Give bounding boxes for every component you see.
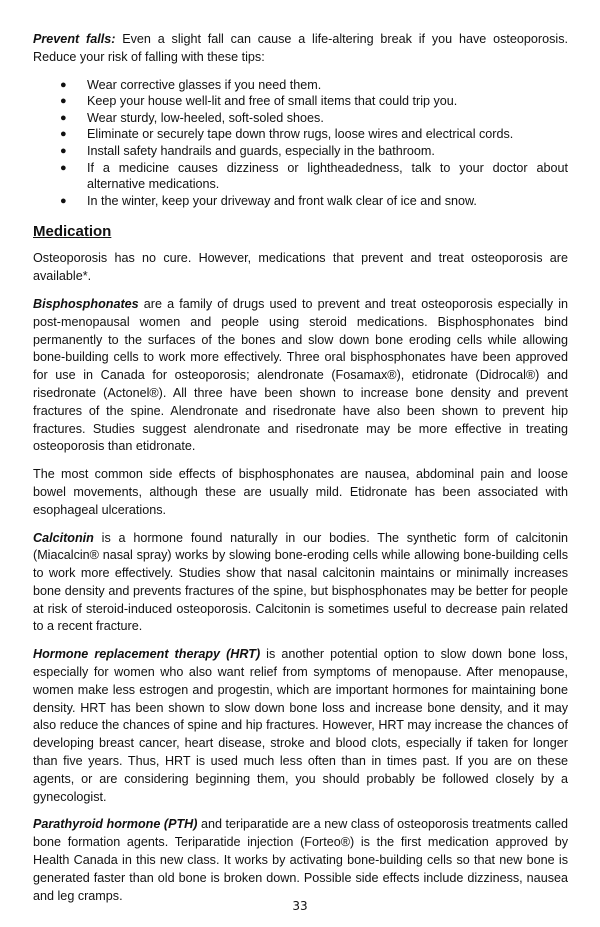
pth-lead: Parathyroid hormone (PTH) bbox=[33, 817, 198, 832]
prevent-falls-text: Even a slight fall can cause a life-altering break if you have osteoporosis. Reduce your risk of falling with these tips: bbox=[33, 32, 568, 64]
prevent-falls-paragraph bbox=[33, 31, 568, 67]
bullet-icon: ● bbox=[60, 194, 67, 207]
calcitonin-paragraph bbox=[33, 530, 568, 637]
list-item-text: In the winter, keep your driveway and front walk clear of ice and snow. bbox=[87, 193, 477, 208]
hrt-text: is another potential option to slow down bone loss, especially for women who also want relief from symptoms of menopause. After menopause, women make less estrogen and progestin, which are important hormones for maintaining bone density. HRT has been shown to slow down bone loss and increase bone density, and it may also reduce the chances of spine and hip fractures. However, HRT may increase the chances of developing breast cancer, heart disease, stroke and blood clots, especially if taken for longer than five years. Thus, HRT is used much less often than in times past. If you are on these agents, or are considering beginning them, you should probably be followed closely by a gynecologist. bbox=[33, 647, 568, 804]
bullet-icon: ● bbox=[60, 144, 67, 157]
document-page bbox=[33, 31, 568, 915]
page-number: 33 bbox=[292, 899, 308, 913]
list-item-text: Wear corrective glasses if you need them. bbox=[87, 77, 322, 92]
list-item-text: Wear sturdy, low-heeled, soft-soled shoes. bbox=[87, 110, 324, 125]
bullet-icon: ● bbox=[60, 111, 67, 124]
list-item bbox=[33, 93, 568, 110]
hrt-paragraph bbox=[33, 646, 568, 806]
calcitonin-lead: Calcitonin bbox=[33, 530, 94, 545]
bullet-icon: ● bbox=[60, 128, 67, 141]
list-item-text: Install safety handrails and guards, especially in the bathroom. bbox=[87, 143, 435, 158]
pth-paragraph bbox=[33, 816, 568, 905]
list-item bbox=[33, 77, 568, 94]
calcitonin-text: is a hormone found naturally in our bodies. The synthetic form of calcitonin (Miacalcin® nasal spray) works by slowing bone-eroding cells while allowing bone-building cells to work more effectively. Studies show that nasal calcitonin maintains or minimally increases bone density and prevents fractures of the spine, but bisphosphonates may be better for people at risk of steroid-induced osteoporosis. Calcitonin is sometimes useful to decrease pain related to a recent fracture. bbox=[33, 530, 568, 634]
list-item-text: If a medicine causes dizziness or lightheadedness, talk to your doctor about alternative medications. bbox=[87, 160, 568, 192]
bisphosphonates-lead: Bisphosphonates bbox=[33, 296, 139, 311]
falls-tips-list bbox=[33, 77, 568, 210]
list-item bbox=[33, 193, 568, 210]
bullet-icon: ● bbox=[60, 161, 67, 174]
medication-intro: Osteoporosis has no cure. However, medications that prevent and treat osteoporosis are available*. bbox=[33, 251, 568, 284]
pth-text: and teriparatide are a new class of osteoporosis treatments called bone formation agents. Teriparatide injection (Forteo®) is the first medication approved by Health Canada in this new class. It works by activating bone-building cells so that new bone is generated faster than old bone is broken down. Possible side effects include dizziness, nausea and leg cramps. bbox=[33, 817, 568, 903]
prevent-falls-lead: Prevent falls: bbox=[33, 32, 116, 46]
list-item-text: Eliminate or securely tape down throw rugs, loose wires and electrical cords. bbox=[87, 127, 514, 142]
list-item bbox=[33, 110, 568, 127]
list-item bbox=[33, 160, 568, 193]
hrt-lead: Hormone replacement therapy (HRT) bbox=[33, 647, 261, 662]
bisphosphonates-paragraph bbox=[33, 296, 568, 456]
bisphosphonates-text: are a family of drugs used to prevent and treat osteoporosis especially in post-menopausal women and people using steroid medications. Bisphosphonates bind permanently to the surfaces of the bones and slow down bone eroding cells while allowing bone-building cells to work more effectively. Three oral bisphosphonates have been approved for use in Canada for osteoporosis; alendronate (Fosamax®), etidronate (Didrocal®) and risedronate (Actonel®). All three have been shown to increase bone density and prevent fractures of the spine. Alendronate and risedronate have also been shown to prevent hip fractures. Studies suggest alendronate and risedronate may be more effective in treating osteoporosis than etidronate. bbox=[33, 296, 568, 454]
list-item bbox=[33, 143, 568, 160]
bullet-icon: ● bbox=[60, 78, 67, 91]
list-item-text: Keep your house well-lit and free of small items that could trip you. bbox=[87, 94, 458, 109]
list-item bbox=[33, 126, 568, 143]
bullet-icon: ● bbox=[60, 95, 67, 108]
side-effects-paragraph: The most common side effects of bisphosphonates are nausea, abdominal pain and loose bowel movements, although these are usually mild. Etidronate has been associated with esophageal ulcerations. bbox=[33, 467, 568, 517]
medication-heading: Medication bbox=[33, 223, 112, 241]
